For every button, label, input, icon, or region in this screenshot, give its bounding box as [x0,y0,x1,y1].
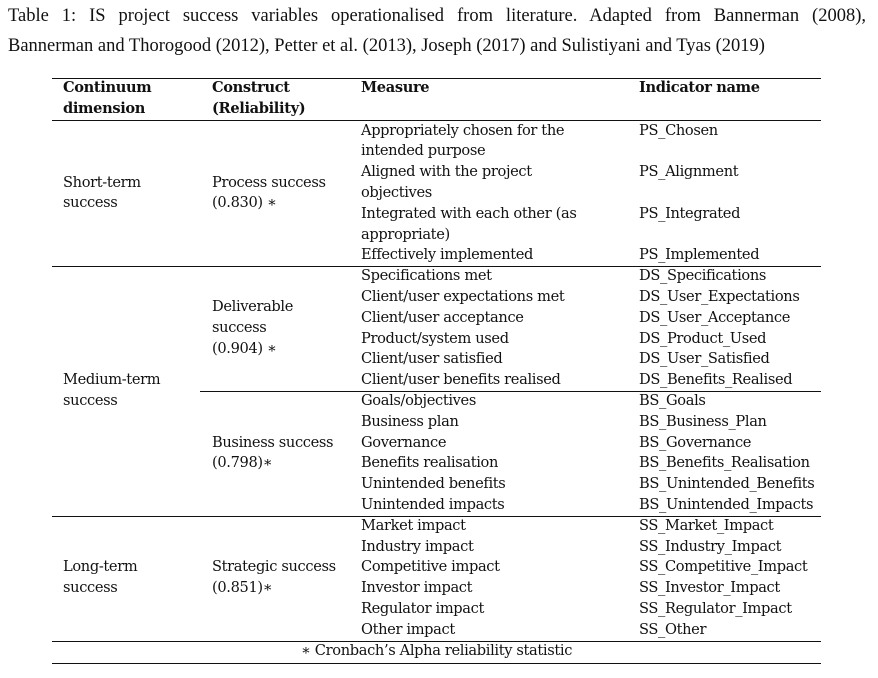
measure-cell: Unintended benefits [361,475,506,493]
measure-cell: Integrated with each other (as [361,204,577,222]
indicator-cell: DS_User_Expectations [639,287,800,305]
header-dimension: dimension [63,99,146,117]
measure-cell: Unintended impacts [361,495,505,513]
construct-separator-rule [200,391,821,392]
header-indicator: Indicator name [639,79,760,96]
measure-cell: Investor impact [361,579,473,597]
construct-cell: (0.904) ∗ [212,339,277,357]
indicator-cell: BS_Benefits_Realisation [639,454,810,472]
header-construct: Construct [212,79,290,96]
measure-cell: Appropriately chosen for the [361,121,565,139]
indicator-cell: DS_Benefits_Realised [639,371,793,389]
indicator-cell: SS_Regulator_Impact [639,599,792,617]
indicator-cell: BS_Unintended_Impacts [639,495,814,513]
indicator-cell: BS_Governance [639,433,752,451]
indicator-cell: PS_Integrated [639,204,741,222]
indicator-cell: PS_Implemented [639,246,760,264]
dimension-cell: Short-term [63,173,141,191]
measure-cell: Specifications met [361,267,492,285]
measure-cell: Competitive impact [361,558,500,576]
dimension-cell: Long-term [63,558,138,576]
measure-cell: Benefits realisation [361,454,499,472]
measure-cell: Client/user acceptance [361,308,524,326]
table-caption-line-1: Table 1: IS project success variables operationalised from literature. Adapted from Bannerman (2008), [8,6,866,26]
indicator-cell: SS_Industry_Impact [639,537,782,555]
indicator-cell: DS_User_Satisfied [639,350,770,368]
construct-cell: Business success [212,433,334,451]
measure-cell: Governance [361,433,447,451]
measure-cell: Other impact [361,620,455,638]
table-caption-line-2: Bannerman and Thorogood (2012), Petter et al. (2013), Joseph (2017) and Sulistiyani and Tyas (2019) [8,36,765,56]
dimension-cell: success [63,194,118,212]
indicator-cell: BS_Goals [639,391,706,409]
construct-cell: Process success [212,173,326,191]
indicator-cell: SS_Market_Impact [639,516,774,534]
dimension-cell: success [63,579,118,597]
indicator-cell: DS_User_Acceptance [639,308,791,326]
measure-cell: Regulator impact [361,599,484,617]
measure-cell: Effectively implemented [361,246,534,264]
header-measure: Measure [361,79,430,96]
construct-cell: success [212,319,267,337]
construct-cell: (0.851)∗ [212,579,273,597]
construct-cell: Deliverable [212,298,294,316]
measure-cell: appropriate) [361,225,450,243]
measure-cell: Client/user benefits realised [361,371,561,389]
dimension-cell: success [63,391,118,409]
measure-cell: Client/user satisfied [361,350,503,368]
measure-cell: Market impact [361,516,466,534]
construct-cell: (0.798)∗ [212,454,273,472]
header-construct: (Reliability) [212,99,306,117]
measure-cell: Aligned with the project [361,163,532,181]
measure-cell: Industry impact [361,537,474,555]
measure-cell: objectives [361,183,432,201]
measure-cell: Client/user expectations met [361,287,565,305]
header-dimension: Continuum [63,79,152,96]
table-bottom-rule [52,663,821,664]
measure-cell: Product/system used [361,329,509,347]
measure-cell: Business plan [361,412,459,430]
indicator-cell: PS_Alignment [639,163,739,181]
measure-cell: Goals/objectives [361,391,476,409]
dimension-cell: Medium-term [63,371,161,389]
indicator-cell: BS_Unintended_Benefits [639,475,815,493]
measure-cell: intended purpose [361,142,486,160]
indicator-cell: SS_Other [639,620,707,638]
construct-cell: (0.830) ∗ [212,194,277,212]
indicator-cell: SS_Competitive_Impact [639,558,808,576]
indicator-cell: PS_Chosen [639,121,718,139]
construct-cell: Strategic success [212,558,336,576]
indicator-cell: DS_Product_Used [639,329,767,347]
indicator-cell: SS_Investor_Impact [639,579,780,597]
table-footnote: ∗ Cronbach’s Alpha reliability statistic [300,642,573,659]
indicator-cell: BS_Business_Plan [639,412,767,430]
indicator-cell: DS_Specifications [639,267,767,285]
